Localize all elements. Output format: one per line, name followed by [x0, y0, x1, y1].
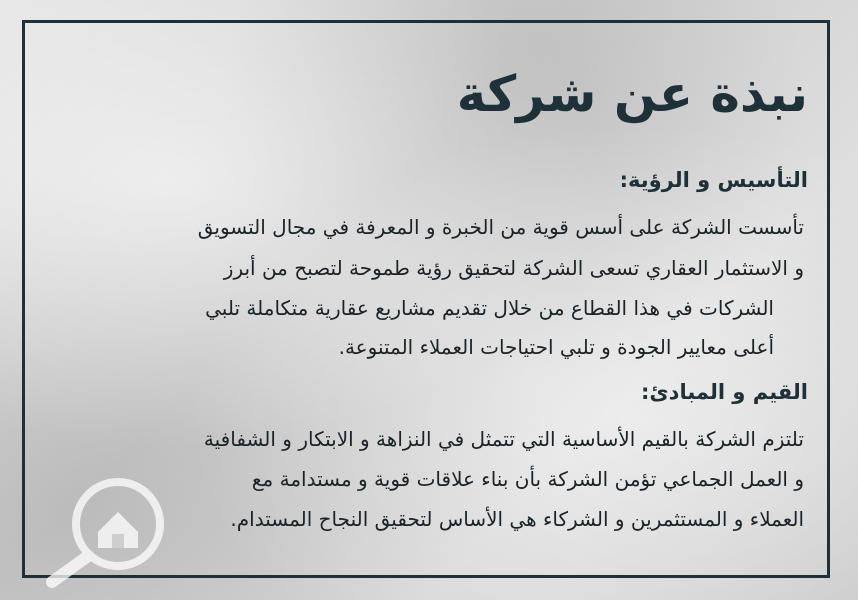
search-home-icon — [40, 468, 170, 588]
founding-line-3: الشركات في هذا القطاع من خلال تقديم مشاريع عقارية متكاملة تلبي — [205, 296, 774, 320]
page-title: نبذة عن شركة — [456, 65, 808, 123]
section-heading-values: القيم و المبادئ: — [641, 380, 808, 404]
founding-line-1: تأسست الشركة على أسس قوية من الخبرة و المعرفة في مجال التسويق — [197, 215, 804, 239]
founding-line-4: أعلى معايير الجودة و تلبي احتياجات العملاء المتنوعة. — [338, 335, 774, 359]
values-line-1: تلتزم الشركة بالقيم الأساسية التي تتمثل في النزاهة و الابتكار و الشفافية — [203, 427, 804, 451]
values-line-3: العملاء و المستثمرين و الشركاء هي الأساس لتحقيق النجاح المستدام. — [230, 507, 804, 531]
section-heading-founding: التأسيس و الرؤية: — [619, 168, 808, 192]
founding-line-2: و الاستثمار العقاري تسعى الشركة لتحقيق رؤية طموحة لتصبح من أبرز — [223, 256, 804, 280]
values-line-2: و العمل الجماعي تؤمن الشركة بأن بناء علاقات قوية و مستدامة مع — [251, 467, 804, 491]
